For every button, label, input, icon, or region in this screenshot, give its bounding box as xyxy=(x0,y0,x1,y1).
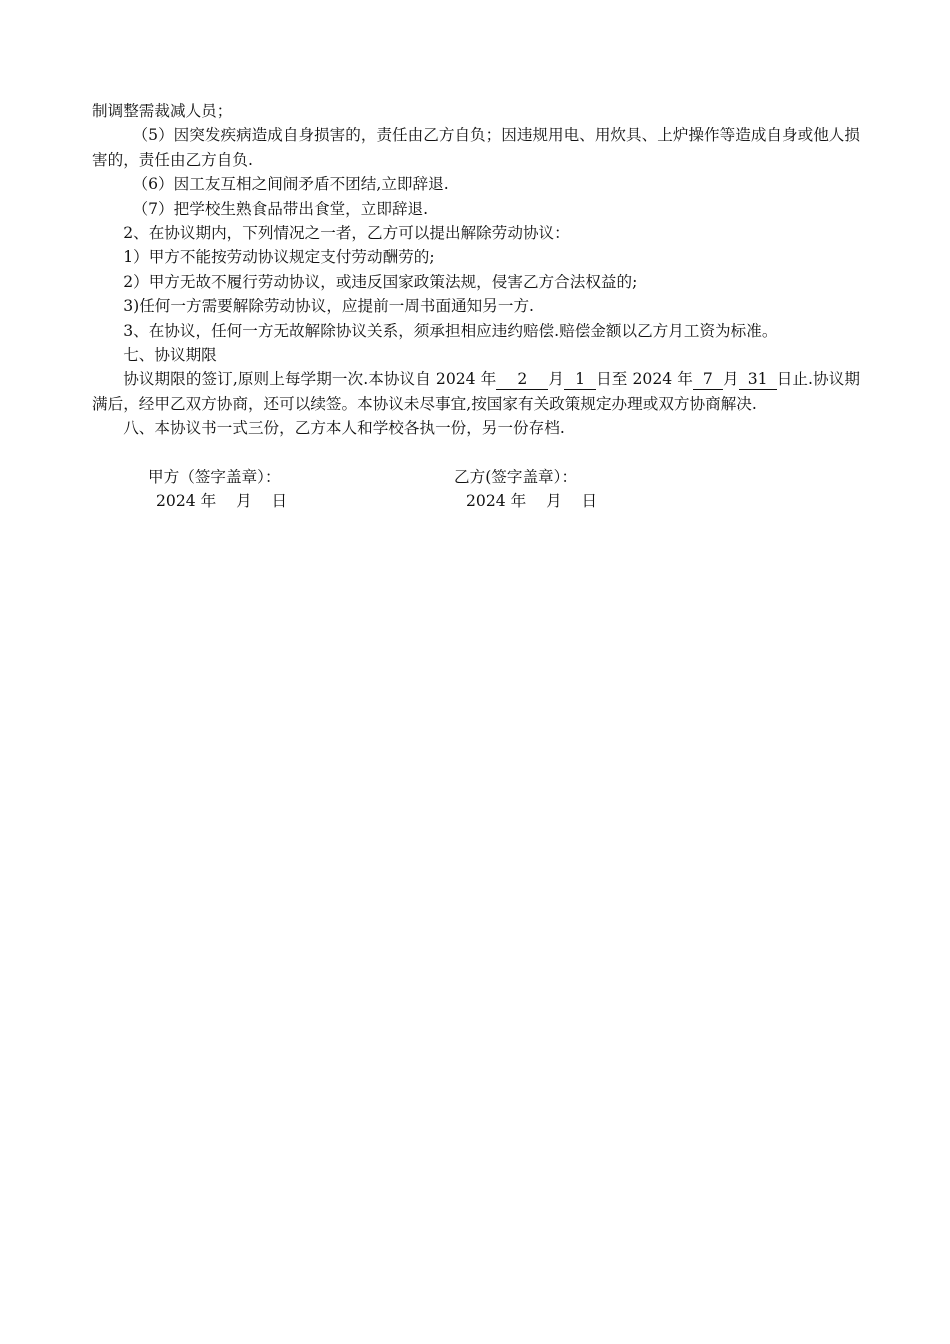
party-b-date: 2024 年 月 日 xyxy=(466,492,598,511)
signature-dates-row xyxy=(92,489,860,513)
item-2: 2）甲方无故不履行劳动协议，或违反国家政策法规，侵害乙方合法权益的; xyxy=(123,272,638,291)
end-month-char: 月 xyxy=(722,370,739,389)
section-3-paragraph: 3、在协议，任何一方无故解除协议关系，须承担相应违约赔偿.赔偿金额以乙方月工资为标准。 xyxy=(123,321,778,340)
start-day-blank: 1 xyxy=(564,370,596,390)
item-1: 1）甲方不能按劳动协议规定支付劳动酬劳的; xyxy=(123,248,435,267)
paragraph-continuation: 制调整需裁减人员； xyxy=(92,102,233,120)
end-day-blank: 31 xyxy=(739,370,777,390)
section-8-paragraph: 八、本协议书一式三份，乙方本人和学校各执一份，另一份存档. xyxy=(123,419,565,438)
document-body xyxy=(92,99,860,513)
party-b-signature-label: 乙方(签字盖章）： xyxy=(454,467,578,486)
signature-labels-row xyxy=(92,465,860,489)
term-paragraph xyxy=(92,367,860,416)
clause-6: （6）因工友互相之间闹矛盾不团结,立即辞退. xyxy=(132,175,449,194)
clause-7: （7）把学校生熟食品带出食堂，立即辞退. xyxy=(132,199,429,218)
section-2-heading: 2、在协议期内，下列情况之一者，乙方可以提出解除劳动协议： xyxy=(123,224,570,243)
party-a-date: 2024 年 月 日 xyxy=(156,492,288,511)
signature-spacer xyxy=(92,441,860,465)
start-month-char: 月 xyxy=(548,370,565,389)
term-mid: 日至 2024 年 xyxy=(596,370,693,389)
end-month-blank: 7 xyxy=(693,370,723,390)
section-7-heading: 七、协议期限 xyxy=(123,346,217,365)
term-prefix: 协议期限的签订,原则上每学期一次.本协议自 2024 年 xyxy=(123,370,497,389)
clause-5: （5）因突发疾病造成自身损害的，责任由乙方自负；因违规用电、用炊具、上炉操作等造成自身或他人损害的，责任由乙方自负. xyxy=(92,126,861,169)
term-suffix: 日止.协议期满后，经甲乙双方协商，还可以续签。本协议未尽事宜,按国家有关政策规定办理或双方协商解决. xyxy=(92,370,860,413)
party-a-signature-label: 甲方（签字盖章）： xyxy=(148,467,281,486)
item-3: 3)任何一方需要解除劳动协议，应提前一周书面通知另一方. xyxy=(123,297,534,316)
start-month-blank: 2 xyxy=(496,370,548,390)
